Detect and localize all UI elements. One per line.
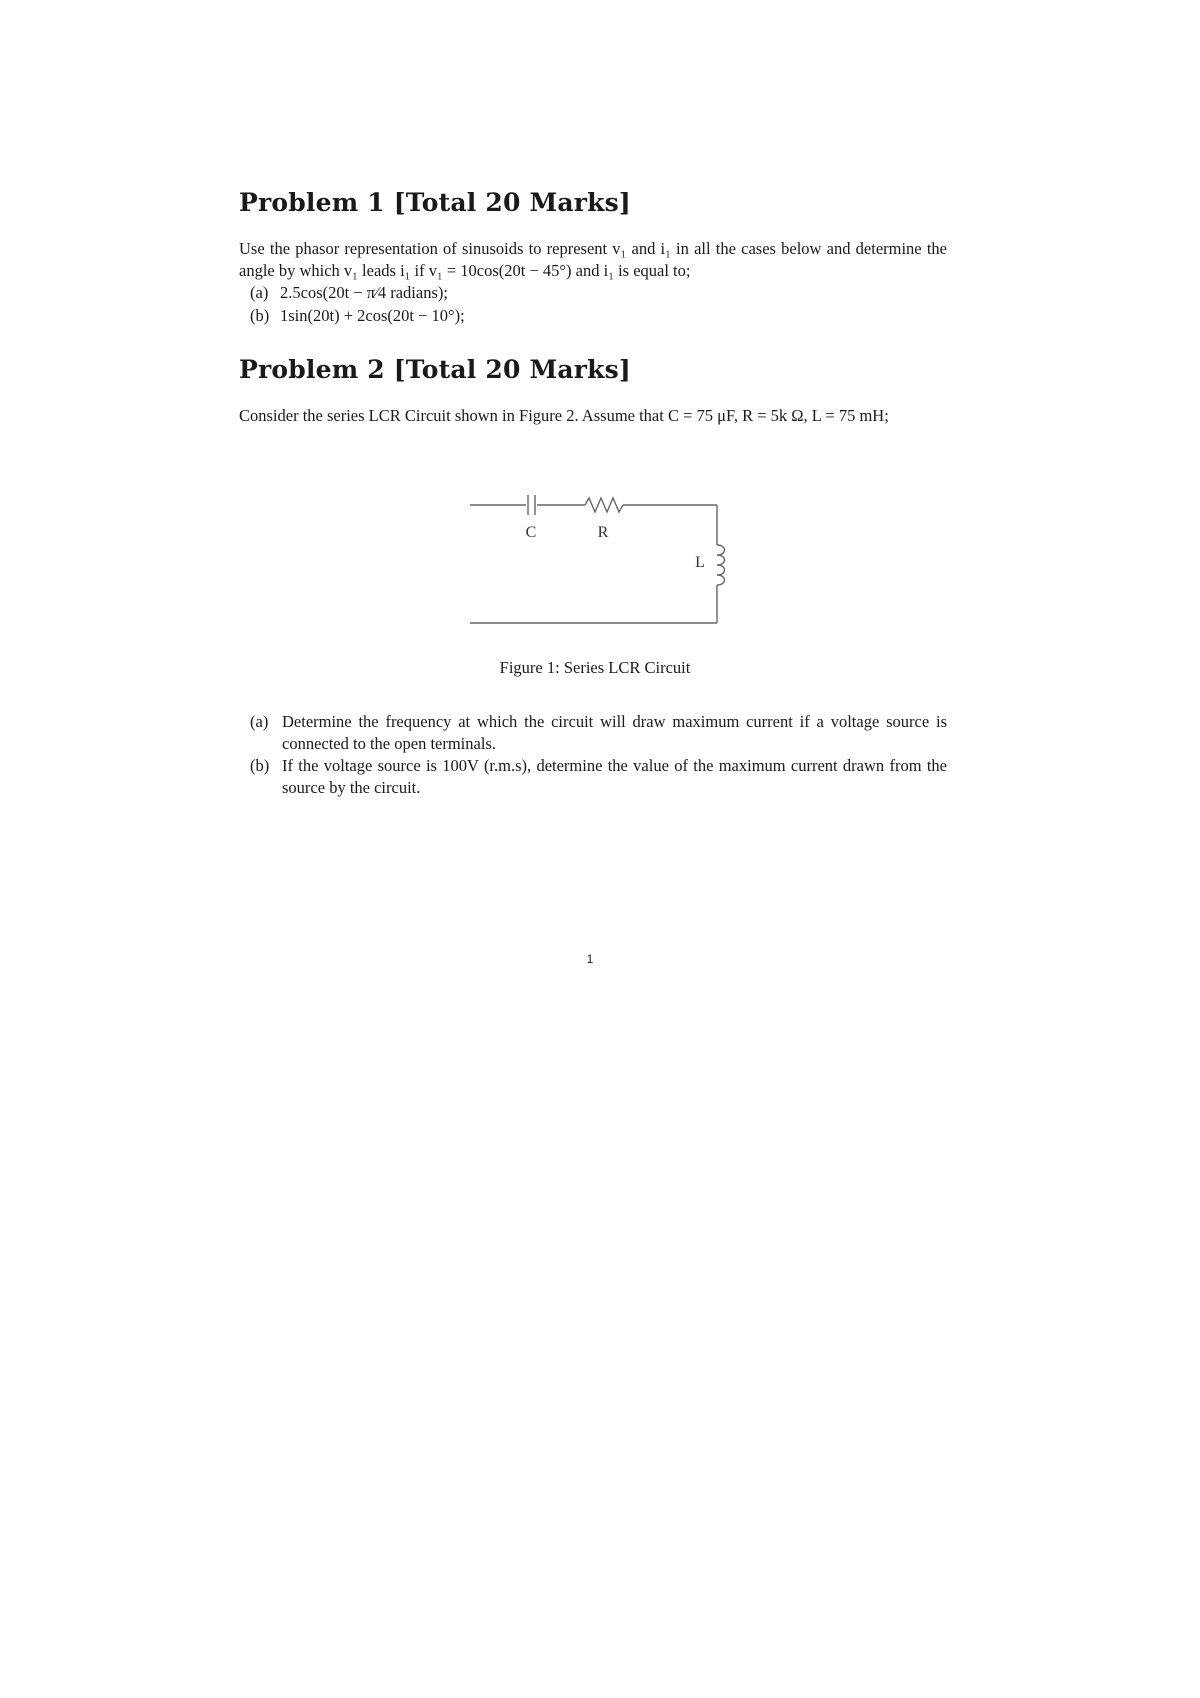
page-number: 1 xyxy=(586,952,594,966)
part-label: (a) xyxy=(250,283,269,302)
problem-2-text: Consider the series LCR Circuit shown in Figure 2. Assume that C = 75 μF, R = 5k Ω, L = 75 mH; xyxy=(239,406,889,425)
problem-1-heading: Problem 1 [Total 20 Marks] xyxy=(239,188,631,217)
problem-2-heading: Problem 2 [Total 20 Marks] xyxy=(239,355,631,384)
capacitor-label: C xyxy=(525,524,537,541)
problem-2-part-b xyxy=(250,755,947,799)
figure-caption: Figure 1: Series LCR Circuit xyxy=(499,658,691,677)
part-label: (b) xyxy=(250,756,270,775)
problem-2-part-a xyxy=(250,711,947,755)
inductor-coil xyxy=(717,545,725,585)
inductor-label: L xyxy=(695,554,705,571)
part-text: 1sin(20t) + 2cos(20t − 10°); xyxy=(280,306,465,325)
part-text: 2.5cos(20t − π⁄4 radians); xyxy=(280,283,448,302)
part-text: If the voltage source is 100V (r.m.s), determine the value of the maximum current drawn from the source by the circuit. xyxy=(282,756,947,797)
problem-1-text: Use the phasor representation of sinusoids to represent v₁ and i₁ in all the cases below and determine the angle by which v₁ leads i₁ if v₁ = 10cos(20t − 45°) and i₁ is equal to; xyxy=(239,239,947,280)
part-label: (a) xyxy=(250,712,269,731)
resistor-label: R xyxy=(597,524,609,541)
part-text: Determine the frequency at which the circuit will draw maximum current if a voltage source is connected to the open terminals. xyxy=(282,712,947,753)
resistor-zigzag xyxy=(585,498,623,512)
part-label: (b) xyxy=(250,306,270,325)
lcr-circuit-figure xyxy=(0,0,1200,700)
